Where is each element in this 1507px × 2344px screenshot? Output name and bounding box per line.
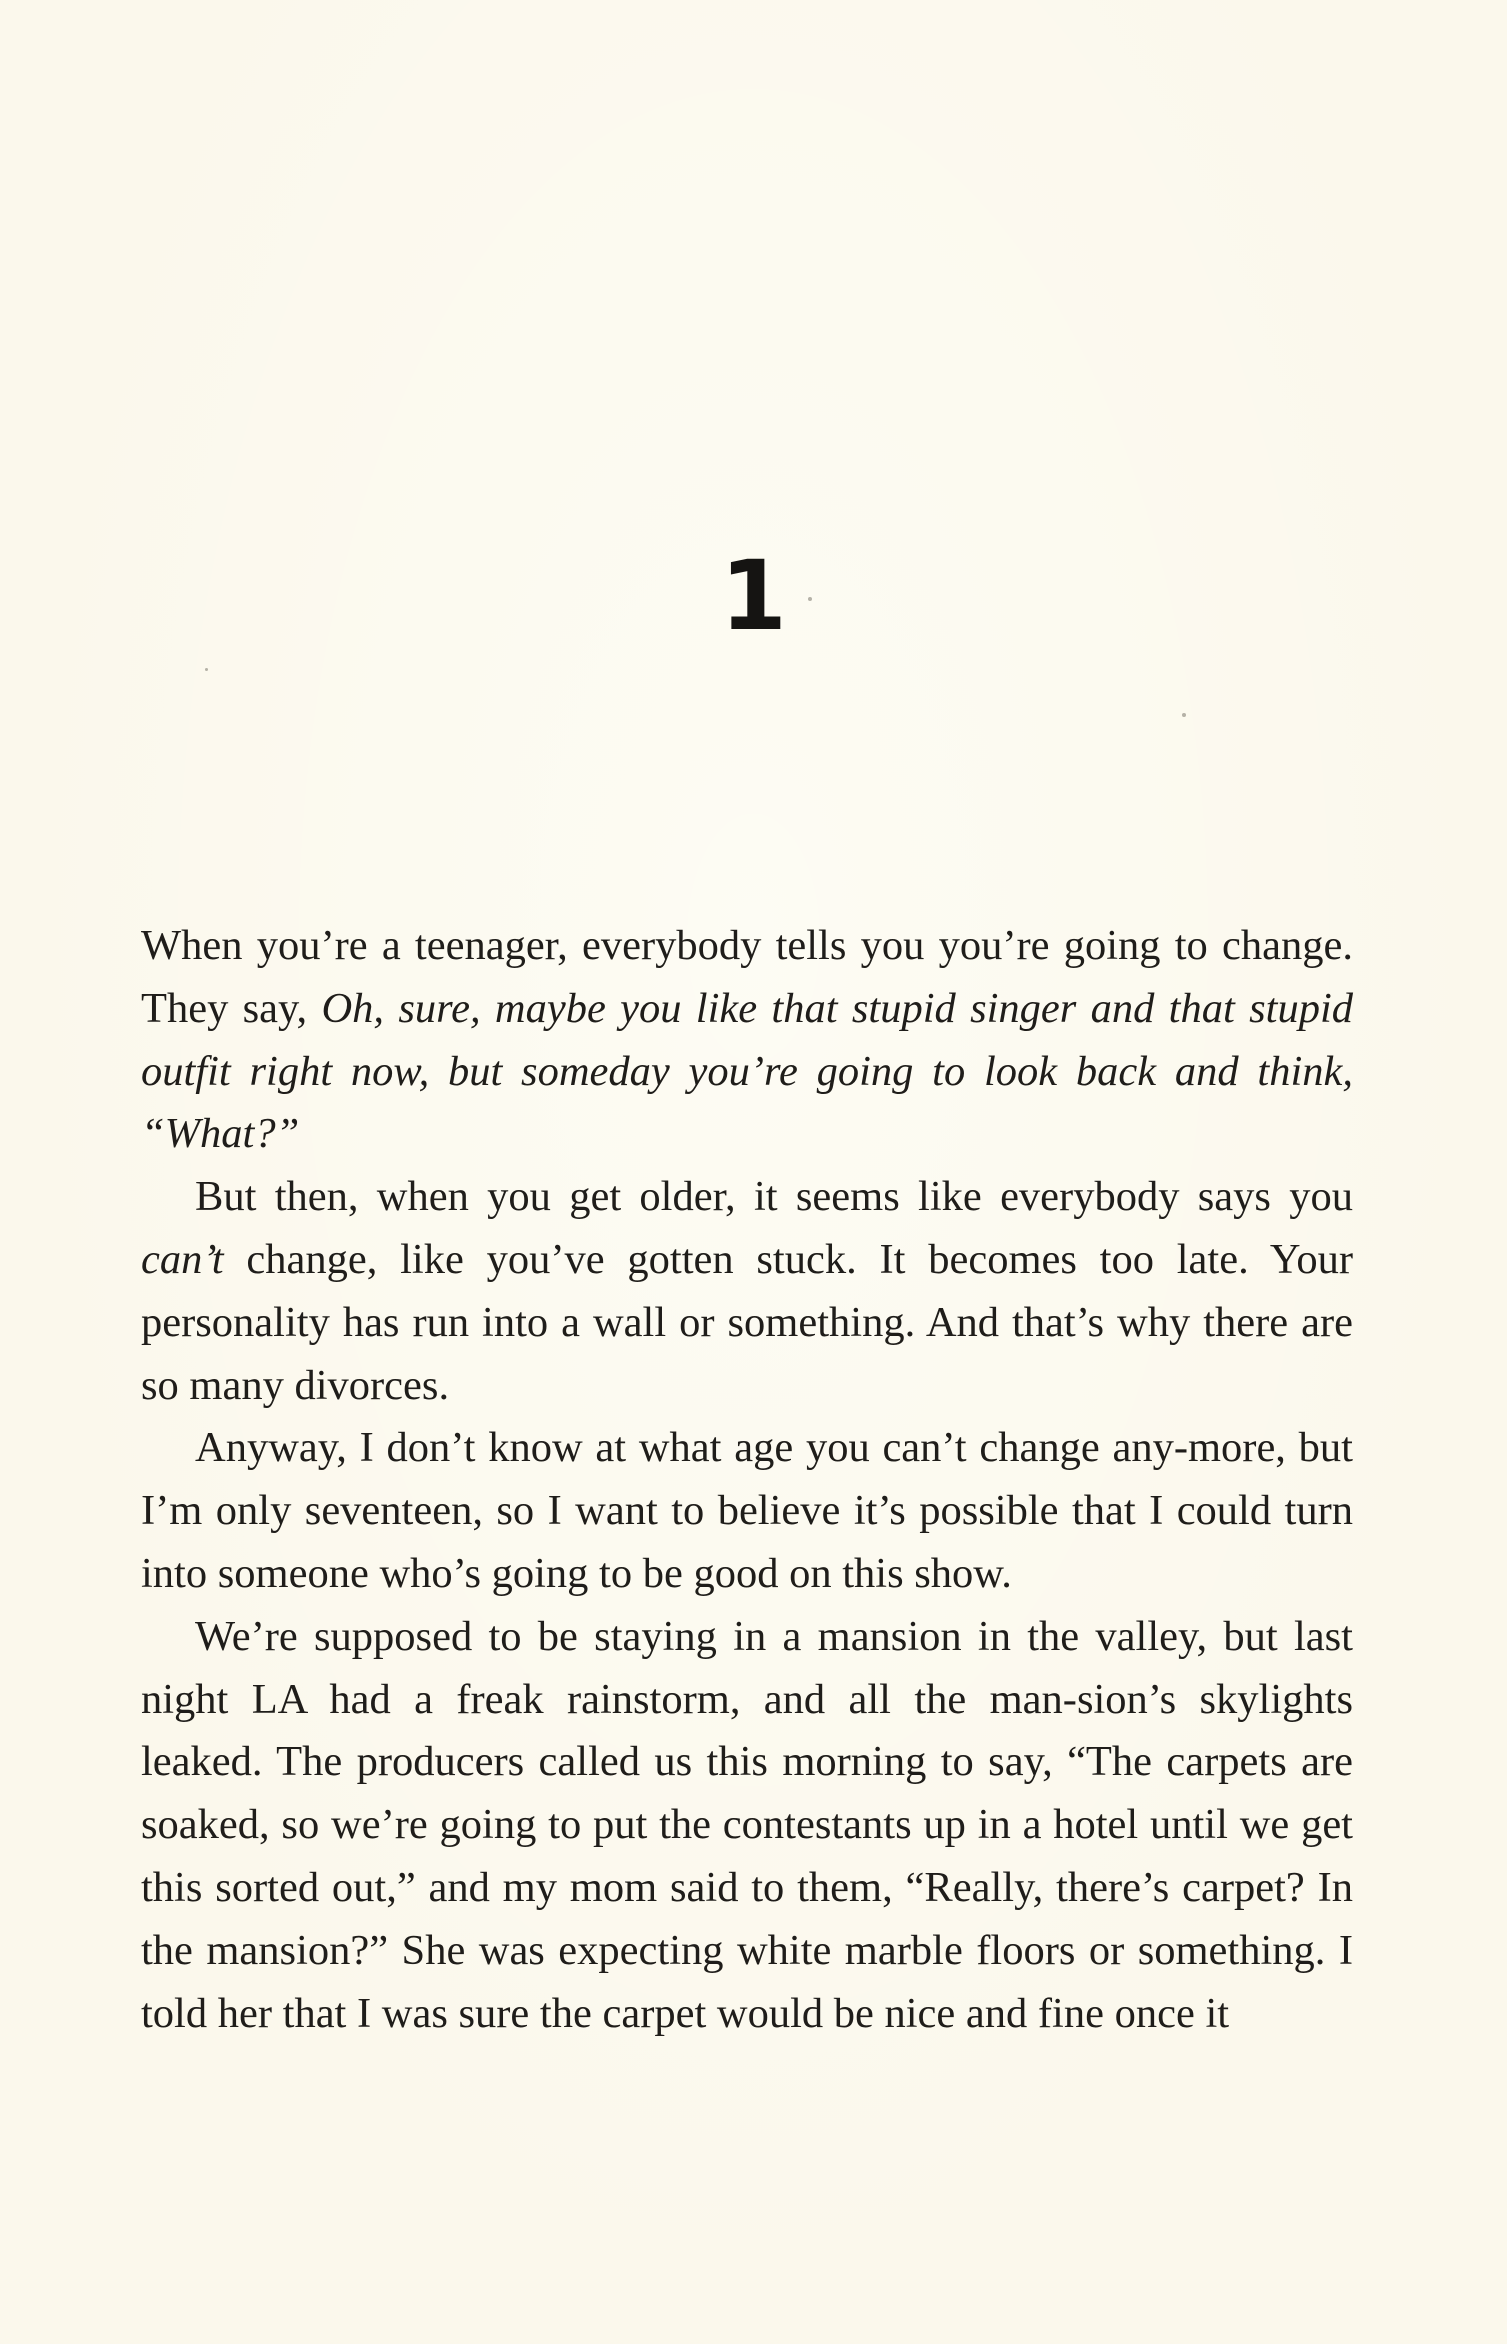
italic-text: can’t — [141, 1235, 224, 1283]
paragraph-text: We’re supposed to be staying in a mansion in the valley, but last night LA had a freak rainstorm, and all the man-sion’s skylights leaked. The producers called us this morning to say, “The carpets are soaked, so we’re going to put the contestants up in a hotel until we get this sorted out,” and my mom said to them, “Really, there’s carpet? In the mansion?” She was expecting white marble floors or something. I told her that I was sure the carpet would be nice and fine once it — [141, 1612, 1353, 2037]
paragraph — [141, 915, 1353, 1166]
paragraph — [141, 1166, 1353, 1417]
paragraph-text: When you’re a teenager, everybody tells you you’re going to change. They say, — [141, 922, 1353, 1032]
paragraph-text: But then, when you get older, it seems like everybody says you — [195, 1173, 1353, 1221]
paragraph — [141, 1417, 1353, 1605]
chapter-number: 1 — [720, 540, 787, 652]
paragraph — [141, 1606, 1353, 2046]
chapter-body — [141, 915, 1353, 2045]
paragraph-text: Anyway, I don’t know at what age you can’t change any-more, but I’m only seventeen, so I want to believe it’s possible that I could turn into someone who’s going to be good on this show. — [141, 1424, 1353, 1597]
paper-speck — [1182, 713, 1186, 717]
italic-text: Oh, sure, maybe you like that stupid singer and that stupid outfit right now, but someday you’re going to look back and think, “What?” — [141, 984, 1354, 1158]
paragraph-text: change, like you’ve gotten stuck. It becomes too late. Your personality has run into a wall or something. And that’s why there are so many divorces. — [141, 1235, 1353, 1409]
paper-speck — [205, 668, 208, 671]
